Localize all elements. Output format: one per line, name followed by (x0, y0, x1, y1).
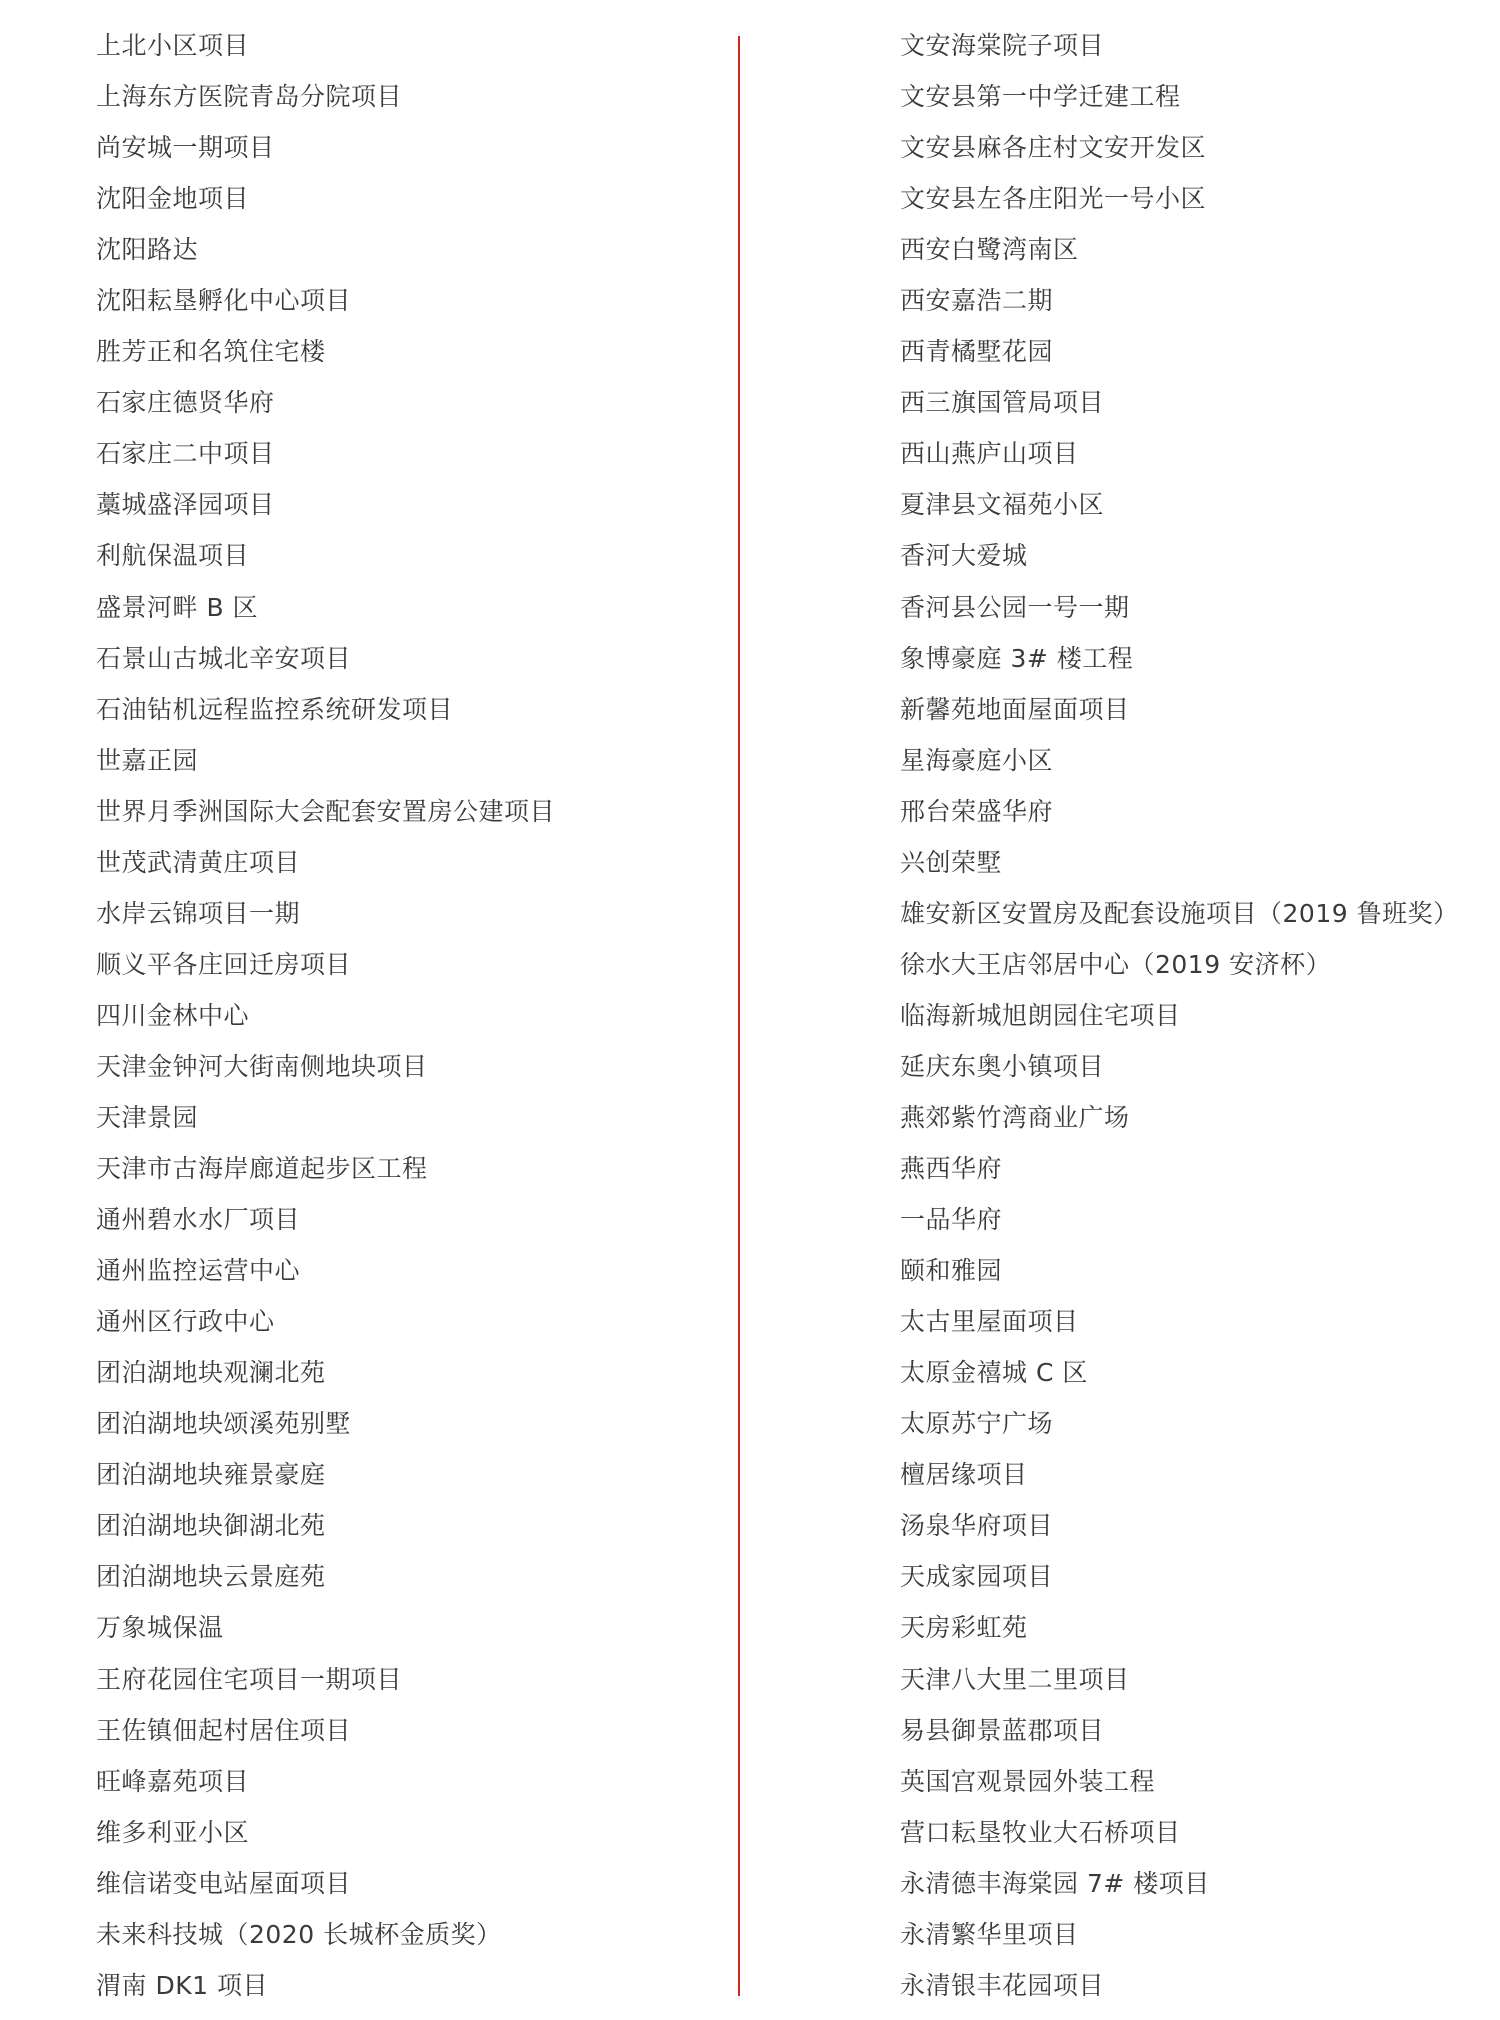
project-list-item: 上北小区项目 (96, 31, 250, 60)
project-list-item: 星海豪庭小区 (900, 745, 1054, 775)
project-list-item: 藁城盛泽园项目 (96, 490, 275, 520)
project-list-item: 燕西华府 (900, 1154, 1003, 1184)
project-list-item: 世界月季洲国际大会配套安置房公建项目 (96, 796, 556, 826)
project-list-item: 渭南 DK1 项目 (96, 1970, 268, 2000)
project-list-item: 利航保温项目 (96, 541, 250, 571)
project-list-item: 水岸云锦项目一期 (96, 898, 301, 928)
project-list-item: 石油钻机远程监控系统研发项目 (96, 694, 454, 724)
project-list-item: 文安县麻各庄村文安开发区 (900, 133, 1207, 163)
project-list-item: 天津八大里二里项目 (900, 1664, 1130, 1694)
project-list-item: 新馨苑地面屋面项目 (900, 694, 1130, 724)
project-list-item: 香河县公园一号一期 (900, 592, 1130, 622)
project-list-item: 夏津县文福苑小区 (900, 490, 1105, 520)
project-list-item: 旺峰嘉苑项目 (96, 1766, 250, 1796)
project-list-item: 徐水大王店邻居中心（2019 安济杯） (900, 949, 1332, 979)
project-list-item: 胜芳正和名筑住宅楼 (96, 337, 326, 367)
project-list-item: 太古里屋面项目 (900, 1307, 1079, 1337)
project-list-item: 石家庄德贤华府 (96, 388, 275, 418)
project-list-item: 天津市古海岸廊道起步区工程 (96, 1154, 428, 1184)
project-list-item: 临海新城旭朗园住宅项目 (900, 1000, 1181, 1030)
project-list-item: 沈阳路达 (96, 235, 199, 265)
project-list-item: 上海东方医院青岛分院项目 (96, 82, 403, 112)
project-list-item: 万象城保温 (96, 1613, 224, 1643)
project-list-item: 天津景园 (96, 1102, 199, 1132)
project-list-item: 通州碧水水厂项目 (96, 1205, 301, 1235)
project-list-item: 永清繁华里项目 (900, 1919, 1079, 1949)
project-list-item: 通州监控运营中心 (96, 1256, 301, 1286)
project-list-item: 营口耘垦牧业大石桥项目 (900, 1817, 1181, 1847)
project-list-item: 团泊湖地块御湖北苑 (96, 1511, 326, 1541)
project-list-item: 顺义平各庄回迁房项目 (96, 949, 352, 979)
project-list-item: 天房彩虹苑 (900, 1613, 1028, 1643)
project-list-item: 永清银丰花园项目 (900, 1970, 1105, 2000)
project-list-item: 王府花园住宅项目一期项目 (96, 1664, 403, 1694)
project-list-item: 檀居缘项目 (900, 1460, 1028, 1490)
project-list-item: 文安海棠院子项目 (900, 31, 1105, 60)
project-list-item: 象博豪庭 3# 楼工程 (900, 643, 1134, 673)
project-list-item: 太原金禧城 C 区 (900, 1358, 1088, 1388)
project-list-item: 西安嘉浩二期 (900, 286, 1054, 316)
project-list-item: 石家庄二中项目 (96, 439, 275, 469)
project-list-item: 一品华府 (900, 1205, 1003, 1235)
column-divider (738, 36, 740, 1996)
project-list-item: 西安白鹭湾南区 (900, 235, 1079, 265)
project-list-item: 团泊湖地块雍景豪庭 (96, 1460, 326, 1490)
project-list-item: 延庆东奥小镇项目 (900, 1051, 1105, 1081)
project-list-item: 永清德丰海棠园 7# 楼项目 (900, 1868, 1210, 1898)
project-list-left-column (96, 20, 716, 2011)
project-list-item: 太原苏宁广场 (900, 1409, 1054, 1439)
project-list-item: 西青橘墅花园 (900, 337, 1054, 367)
project-list-item: 西山燕庐山项目 (900, 439, 1079, 469)
project-list-item: 团泊湖地块观澜北苑 (96, 1358, 326, 1388)
project-list-item: 四川金林中心 (96, 1000, 250, 1030)
project-list-item: 雄安新区安置房及配套设施项目（2019 鲁班奖） (900, 898, 1459, 928)
project-list-item: 天成家园项目 (900, 1562, 1054, 1592)
project-list-item: 世嘉正园 (96, 745, 199, 775)
project-list-item: 团泊湖地块颂溪苑别墅 (96, 1409, 352, 1439)
project-list-item: 天津金钟河大街南侧地块项目 (96, 1051, 428, 1081)
project-list-item: 英国宫观景园外装工程 (900, 1766, 1156, 1796)
project-list-item: 文安县左各庄阳光一号小区 (900, 184, 1207, 214)
project-list-item: 燕郊紫竹湾商业广场 (900, 1102, 1130, 1132)
project-list-item: 邢台荣盛华府 (900, 796, 1054, 826)
project-list-item: 未来科技城（2020 长城杯金质奖） (96, 1919, 502, 1949)
project-list-item: 兴创荣墅 (900, 847, 1003, 877)
project-list-item: 文安县第一中学迁建工程 (900, 82, 1181, 112)
project-list-item: 颐和雅园 (900, 1256, 1003, 1286)
project-list-item: 维多利亚小区 (96, 1817, 250, 1847)
project-list-item: 王佐镇佃起村居住项目 (96, 1715, 352, 1745)
project-list-item: 团泊湖地块云景庭苑 (96, 1562, 326, 1592)
project-list-item: 西三旗国管局项目 (900, 388, 1105, 418)
project-list-item: 易县御景蓝郡项目 (900, 1715, 1105, 1745)
project-list-item: 维信诺变电站屋面项目 (96, 1868, 352, 1898)
project-list-item: 通州区行政中心 (96, 1307, 275, 1337)
project-list-item: 盛景河畔 B 区 (96, 592, 259, 622)
project-list-item: 香河大爱城 (900, 541, 1028, 571)
project-list-item: 沈阳耘垦孵化中心项目 (96, 286, 352, 316)
project-list-item: 石景山古城北辛安项目 (96, 643, 352, 673)
project-list-item: 世茂武清黄庄项目 (96, 847, 301, 877)
project-list-item: 沈阳金地项目 (96, 184, 250, 214)
project-list-item: 汤泉华府项目 (900, 1511, 1054, 1541)
project-list-right-column (900, 20, 1480, 2011)
project-list-item: 尚安城一期项目 (96, 133, 275, 163)
